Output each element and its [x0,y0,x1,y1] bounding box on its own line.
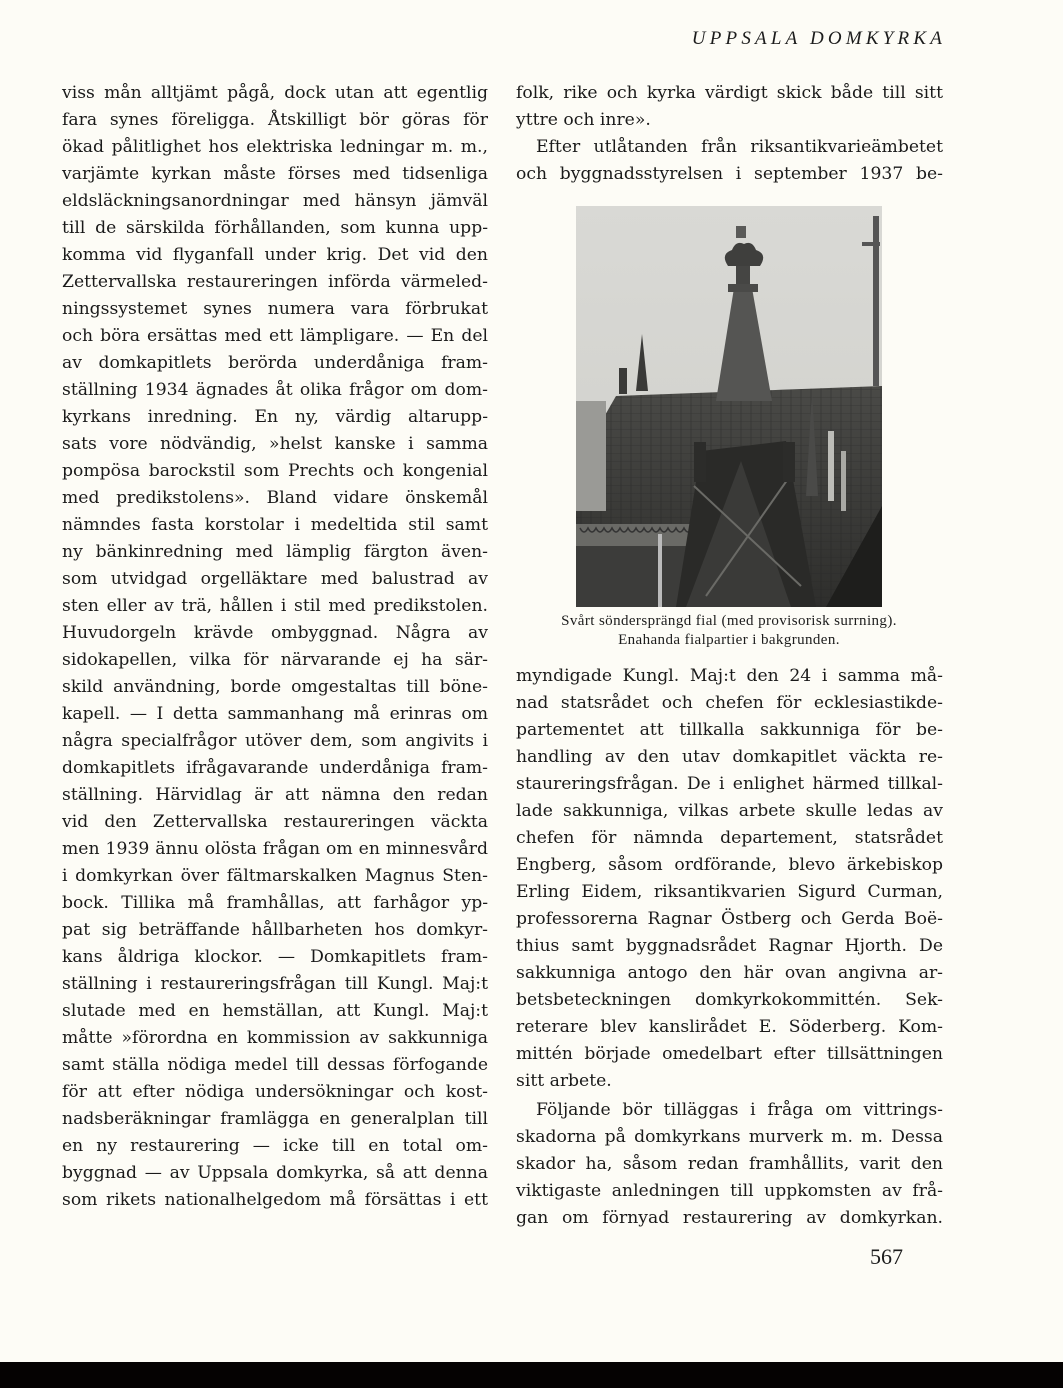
text-line: som utvidgad orgelläktare med balustrad av [62,569,488,589]
text-line: gan om förnyad restaurering av domkyrkan. [516,1208,943,1228]
text-line: nad statsrådet och chefen för ecklesiastikde- [516,693,943,713]
text-line: sats vore nödvändig, »helst kanske i samma [62,434,488,454]
text-line: nämndes fasta korstolar i medeltida stil samt [62,515,488,535]
text-line: måtte »förordna en kommission av sakkunniga [62,1028,488,1048]
text-line: mittén började omedelbart efter tillsättningen [516,1044,943,1064]
pinnacle-photo-image [576,206,882,607]
cathedral-pinnacle-photo [576,206,882,607]
text-line: samt ställa nödiga medel till dessas förfogande [62,1055,488,1075]
text-line: handling av den utav domkapitlet väckta re- [516,747,943,767]
text-line: viktigaste anledningen till uppkomsten av frå- [516,1181,943,1201]
text-line: i domkyrkan över fältmarskalken Magnus Sten- [62,866,488,886]
text-line: byggnad — av Uppsala domkyrka, så att denna [62,1163,488,1183]
right-column-top [516,80,943,188]
text-line: som rikets nationalhelgedom må försättas i ett [62,1190,488,1210]
text-line: ny bänkinredning med lämplig färgton även- [62,542,488,562]
text-line: men 1939 ännu olösta frågan om en minnesvård [62,839,488,859]
text-line: yttre och inre». [516,110,651,130]
text-line: ställning 1934 ägnades åt olika frågor om dom- [62,380,488,400]
text-line: professorerna Ragnar Östberg och Gerda Boë- [516,909,943,929]
text-line: partementet att tillkalla sakkunniga för be- [516,720,943,740]
text-line: kapell. — I detta sammanhang må erinras om [62,704,488,724]
text-line: ställning. Härvidlag är att nämna den redan [62,785,488,805]
text-line: sitt arbete. [516,1071,612,1091]
text-line: fara synes föreligga. Åtskilligt bör göras för [62,110,488,130]
text-line: kans åldriga klockor. — Domkapitlets fram- [62,947,488,967]
text-line: skild användning, borde omgestaltas till böne- [62,677,488,697]
text-line: folk, rike och kyrka värdigt skick både till sitt [516,83,943,103]
text-line: chefen för nämnda departement, statsrådet [516,828,943,848]
scan-border [0,1362,1063,1388]
paragraph-start-line: Följande bör tilläggas i fråga om vittrings- [536,1100,943,1120]
text-line: skador ha, såsom redan framhållits, varit den [516,1154,943,1174]
text-line: Huvudorgeln krävde ombyggnad. Några av [62,623,488,643]
text-line: till de särskilda förhållanden, som kunna upp- [62,218,488,238]
text-line: pompösa barockstil som Prechts och kongenial [62,461,488,481]
text-line: nadsberäkningar framlägga en generalplan till [62,1109,488,1129]
text-line: och böra ersättas med ett lämpligare. — En del [62,326,488,346]
caption-line: Enahanda fialpartier i bakgrunden. [618,632,840,648]
text-line: varjämte kyrkan måste förses med tidsenliga [62,164,488,184]
text-line: lade sakkunniga, vilkas arbete skulle ledas av [516,801,943,821]
caption-line: Svårt söndersprängd fial (med provisorisk surrning). [561,613,897,629]
text-line: vid den Zettervallska restaureringen väckta [62,812,488,832]
text-line: Erling Eidem, riksantikvarien Sigurd Curman, [516,882,943,902]
text-line: skadorna på domkyrkans murverk m. m. Dessa [516,1127,943,1147]
text-line: betsbeteckningen domkyrkokommittén. Sek- [516,990,943,1010]
text-line: Engberg, såsom ordförande, blevo ärkebiskop [516,855,943,875]
text-line: och byggnadsstyrelsen i september 1937 be- [516,164,943,184]
text-line: Zettervallska restaureringen införda värmeled- [62,272,488,292]
text-line: sten eller av trä, hållen i stil med predikstolen. [62,596,488,616]
running-head: UPPSALA DOMKYRKA [691,28,946,49]
right-column-middle [516,663,943,1095]
text-line: ökad pålitlighet hos elektriska ledningar m. m., [62,137,488,157]
text-line: slutade med en hemställan, att Kungl. Maj:t [62,1001,488,1021]
left-column [62,80,488,1214]
text-line: ningssystemet synes numera vara förbrukat [62,299,488,319]
text-line: reterare blev kanslirådet E. Söderberg. Kom- [516,1017,943,1037]
text-line: av domkapitlets berörda underdåniga fram- [62,353,488,373]
text-line: myndigade Kungl. Maj:t den 24 i samma må- [516,666,943,686]
text-line: komma vid flyganfall under krig. Det vid den [62,245,488,265]
text-line: eldsläckningsanordningar med hänsyn jämväl [62,191,488,211]
text-line: domkapitlets ifrågavarande underdåniga fram- [62,758,488,778]
text-line: ställning i restaureringsfrågan till Kungl. Maj:t [62,974,488,994]
text-line: kyrkans inredning. En ny, värdig altarupp- [62,407,488,427]
page-number: 567 [870,1244,903,1269]
paragraph-start-line: Efter utlåtanden från riksantikvarieämbetet [536,137,943,157]
text-line: staureringsfrågan. De i enlighet härmed tillkal- [516,774,943,794]
text-line: några specialfrågor utöver dem, som angivits i [62,731,488,751]
text-line: bock. Tillika må framhållas, att farhågor yp- [62,893,488,913]
text-line: pat sig beträffande hållbarheten hos domkyr- [62,920,488,940]
text-line: sakkunniga antogo den här ovan angivna ar- [516,963,943,983]
text-line: viss mån alltjämt pågå, dock utan att egentlig [62,83,488,103]
text-line: med predikstolens». Bland vidare önskemål [62,488,488,508]
figure-caption [510,612,948,650]
text-line: sidokapellen, vilka för närvarande ej ha sär- [62,650,488,670]
right-column-bottom [516,1097,943,1232]
text-line: en ny restaurering — icke till en total om- [62,1136,488,1156]
text-line: thius samt byggnadsrådet Ragnar Hjorth. De [516,936,943,956]
text-line: för att efter nödiga undersökningar och kost- [62,1082,488,1102]
